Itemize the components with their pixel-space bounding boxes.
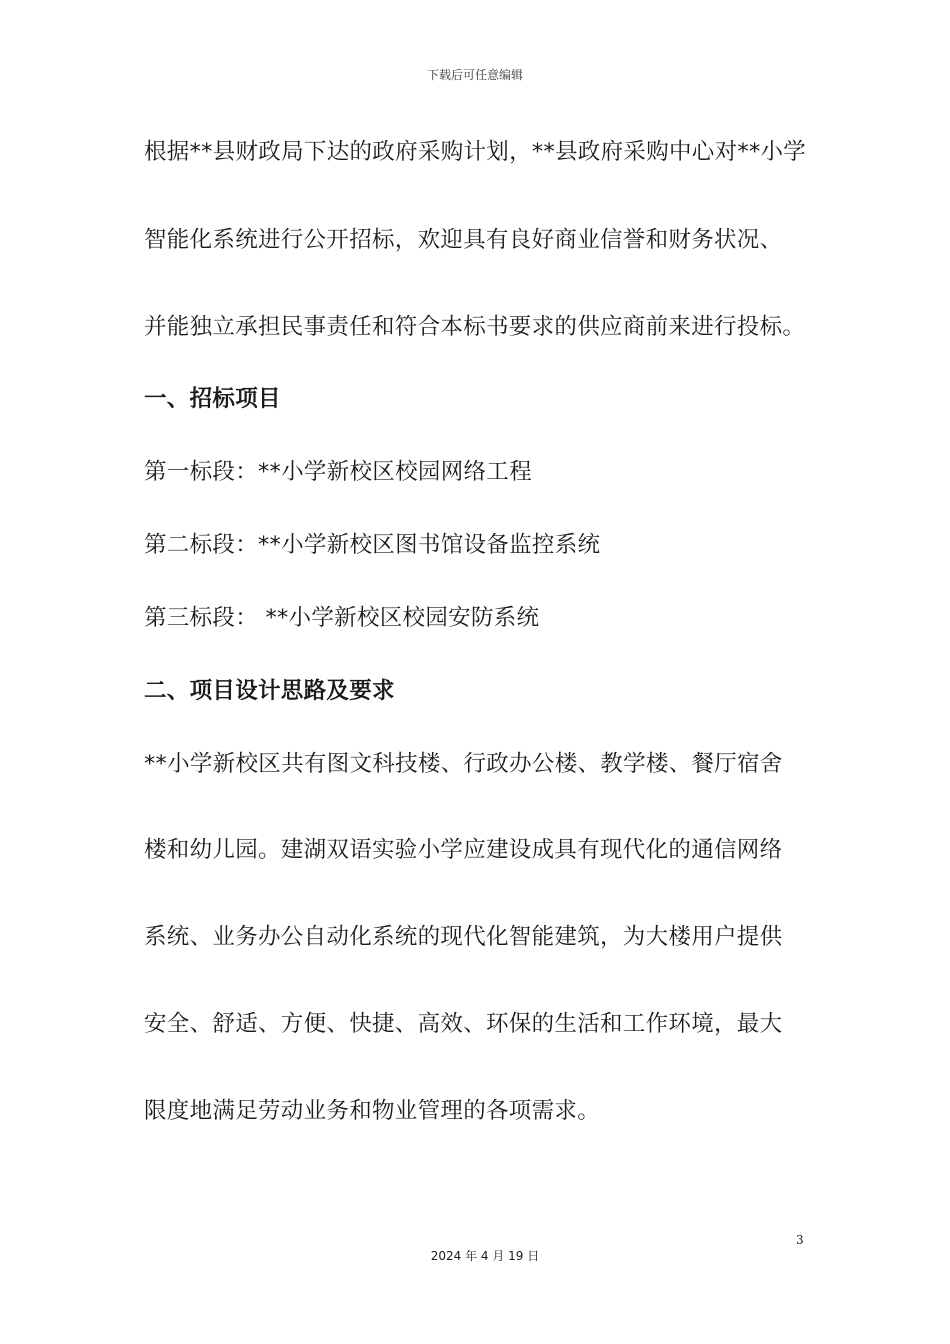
page-number: 3: [796, 1233, 804, 1247]
intro-line-3: 并能独立承担民事责任和符合本标书要求的供应商前来进行投标。: [144, 314, 806, 340]
page-header: 下载后可任意编辑: [426, 68, 523, 82]
section-2-line-1: **小学新校区共有图文科技楼、行政办公楼、教学楼、餐厅宿舍: [144, 751, 783, 777]
section-1-item-2: 第二标段：**小学新校区图书馆设备监控系统: [144, 532, 601, 558]
section-2-line-3: 系统、业务办公自动化系统的现代化智能建筑，为大楼用户提供: [144, 924, 783, 950]
section-2-line-4: 安全、舒适、方便、快捷、高效、环保的生活和工作环境，最大: [144, 1011, 783, 1037]
section-1-item-3: 第三标段： **小学新校区校园安防系统: [144, 605, 540, 631]
intro-line-2: 智能化系统进行公开招标，欢迎具有良好商业信誉和财务状况、: [144, 227, 783, 253]
section-1-title: 一、招标项目: [144, 386, 281, 412]
section-2-line-5: 限度地满足劳动业务和物业管理的各项需求。: [144, 1098, 601, 1124]
footer-date: 2024 年 4 月 19 日: [430, 1249, 540, 1263]
section-2-line-2: 楼和幼儿园。建湖双语实验小学应建设成具有现代化的通信网络: [144, 837, 783, 863]
section-1-item-1: 第一标段：**小学新校区校园网络工程: [144, 459, 532, 485]
section-2-title: 二、项目设计思路及要求: [144, 678, 395, 704]
intro-line-1: 根据**县财政局下达的政府采购计划，**县政府采购中心对**小学: [144, 139, 807, 165]
